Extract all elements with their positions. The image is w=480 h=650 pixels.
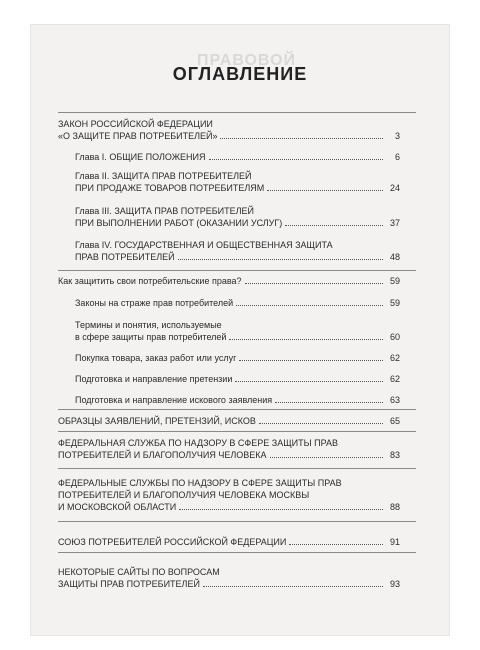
- toc-entry-purchase[interactable]: [75, 352, 400, 364]
- toc-entry-text: Подготовка и направление претензии: [75, 374, 233, 384]
- toc-entry-how-to-protect[interactable]: [58, 275, 400, 287]
- toc-entry-text: Покупка товара, заказ работ или услуг: [75, 353, 237, 363]
- toc-entry-text: «О ЗАЩИТЕ ПРАВ ПОТРЕБИТЕЛЕЙ»: [58, 131, 218, 141]
- leader-dots: [245, 282, 383, 284]
- separator-line: [58, 521, 416, 522]
- leader-dots: [220, 137, 383, 139]
- leader-dots: [236, 304, 383, 306]
- separator-line: [58, 112, 416, 113]
- toc-entry-law[interactable]: [58, 118, 400, 142]
- leader-dots: [179, 508, 383, 510]
- leader-dots: [285, 224, 383, 226]
- toc-entry-text: ПОТРЕБИТЕЛЕЙ И БЛАГОПОЛУЧИЯ ЧЕЛОВЕКА МОСКВЫ: [58, 490, 310, 500]
- toc-entry-terms[interactable]: [75, 319, 400, 343]
- leader-dots: [235, 380, 383, 382]
- separator-line: [58, 431, 416, 432]
- separator-line: [58, 409, 416, 410]
- toc-entry-text: в сфере защиты прав потребителей: [75, 332, 227, 342]
- toc-entry-text: ПРИ ПРОДАЖЕ ТОВАРОВ ПОТРЕБИТЕЛЯМ: [75, 183, 265, 193]
- toc-entry-text: СОЮЗ ПОТРЕБИТЕЛЕЙ РОССИЙСКОЙ ФЕДЕРАЦИИ: [58, 537, 287, 547]
- toc-entry-moscow-services[interactable]: [58, 477, 400, 513]
- toc-entry-text: ФЕДЕРАЛЬНЫЕ СЛУЖБЫ ПО НАДЗОРУ В СФЕРЕ ЗАЩИТЫ ПРАВ: [58, 478, 342, 488]
- separator-line: [58, 468, 416, 469]
- toc-entry-text: Глава II. ЗАЩИТА ПРАВ ПОТРЕБИТЕЛЕЙ: [75, 171, 252, 181]
- toc-entry-chapter-3[interactable]: [75, 205, 400, 229]
- toc-entry-text: Глава I. ОБЩИЕ ПОЛОЖЕНИЯ: [75, 152, 206, 162]
- page-number: 3: [394, 131, 400, 141]
- page-number: 88: [389, 502, 400, 512]
- toc-entry-samples[interactable]: [58, 415, 400, 427]
- page-number: 65: [389, 416, 400, 426]
- toc-entry-text: Как защитить свои потребительские права?: [58, 276, 242, 286]
- page-title: ОГЛАВЛЕНИЕ: [172, 64, 308, 84]
- page-number: 62: [389, 374, 400, 384]
- toc-entry-claim[interactable]: [75, 373, 400, 385]
- toc-entry-text: НЕКОТОРЫЕ САЙТЫ ПО ВОПРОСАМ: [58, 567, 220, 577]
- page-number: 37: [389, 218, 400, 228]
- leader-dots: [259, 422, 383, 424]
- leader-dots: [229, 338, 383, 340]
- separator-line: [58, 552, 416, 553]
- leader-dots: [239, 359, 383, 361]
- page-number: 48: [389, 252, 400, 262]
- page-number: 6: [394, 152, 400, 162]
- toc-entry-text: ФЕДЕРАЛЬНАЯ СЛУЖБА ПО НАДЗОРУ В СФЕРЕ ЗАЩИТЫ ПРАВ: [58, 438, 338, 448]
- toc-entry-text: ПРИ ВЫПОЛНЕНИИ РАБОТ (ОКАЗАНИИ УСЛУГ): [75, 218, 283, 228]
- leader-dots: [178, 258, 383, 260]
- toc-entry-consumer-union[interactable]: [58, 536, 400, 548]
- toc-entry-text: ЗАЩИТЫ ПРАВ ПОТРЕБИТЕЛЕЙ: [58, 579, 200, 589]
- leader-dots: [267, 189, 383, 191]
- page-number: 59: [389, 276, 400, 286]
- toc-entry-chapter-1[interactable]: [75, 151, 400, 163]
- toc-entry-federal-service[interactable]: [58, 437, 400, 461]
- page-number: 91: [389, 537, 400, 547]
- page-number: 63: [389, 395, 400, 405]
- page-number: 83: [389, 450, 400, 460]
- bleed-through-text: ПРАВОВОЙ: [197, 52, 297, 69]
- page-number: 60: [389, 332, 400, 342]
- toc-entry-text: Глава III. ЗАЩИТА ПРАВ ПОТРЕБИТЕЛЕЙ: [75, 206, 254, 216]
- toc-entry-chapter-4[interactable]: [75, 239, 400, 263]
- page-number: 62: [389, 353, 400, 363]
- toc-entry-text: Законы на страже прав потребителей: [75, 298, 234, 308]
- toc-entry-text: ПОТРЕБИТЕЛЕЙ И БЛАГОПОЛУЧИЯ ЧЕЛОВЕКА: [58, 450, 267, 460]
- toc-entry-lawsuit[interactable]: [75, 394, 400, 406]
- page-number: 59: [389, 298, 400, 308]
- toc-entry-chapter-2[interactable]: [75, 170, 400, 194]
- toc-entry-text: Термины и понятия, используемые: [75, 320, 222, 330]
- table-of-contents: [30, 24, 450, 636]
- page-number: 24: [389, 183, 400, 193]
- leader-dots: [203, 585, 383, 587]
- toc-entry-text: Подготовка и направление искового заявления: [75, 395, 273, 405]
- toc-entry-text: ПРАВ ПОТРЕБИТЕЛЕЙ: [75, 252, 175, 262]
- leader-dots: [270, 456, 384, 458]
- toc-entry-text: ЗАКОН РОССИЙСКОЙ ФЕДЕРАЦИИ: [58, 119, 213, 129]
- leader-dots: [289, 543, 383, 545]
- toc-entry-websites[interactable]: [58, 566, 400, 590]
- toc-entry-laws[interactable]: [75, 297, 400, 309]
- toc-entry-text: И МОСКОВСКОЙ ОБЛАСТИ: [58, 502, 177, 512]
- leader-dots: [209, 158, 384, 160]
- toc-entry-text: Глава IV. ГОСУДАРСТВЕННАЯ И ОБЩЕСТВЕННАЯ ЗАЩИТА: [75, 240, 333, 250]
- page-number: 93: [389, 579, 400, 589]
- toc-entry-text: ОБРАЗЦЫ ЗАЯВЛЕНИЙ, ПРЕТЕНЗИЙ, ИСКОВ: [58, 416, 256, 426]
- leader-dots: [275, 401, 383, 403]
- book-page: [30, 24, 450, 636]
- separator-line: [58, 270, 416, 271]
